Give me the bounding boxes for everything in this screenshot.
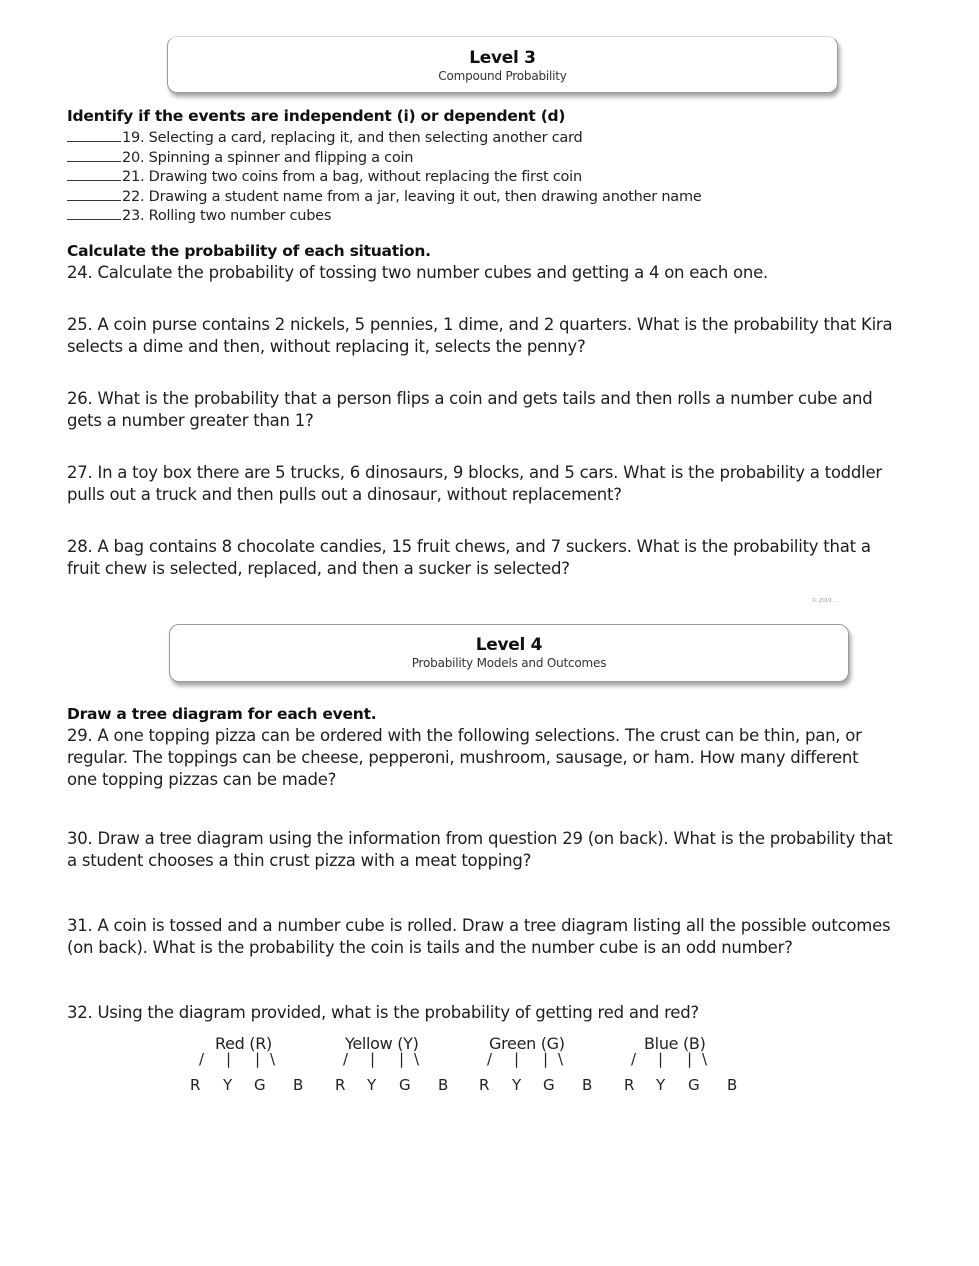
branch-line-icon: / (487, 1050, 493, 1068)
branch-line-icon: | (255, 1050, 261, 1068)
branch-line-icon: | (226, 1050, 232, 1068)
branch-line-icon: | (514, 1050, 520, 1068)
question-25-line-1: 25. A coin purse contains 2 nickels, 5 pennies, 1 dime, and 2 quarters. What is the probability that Kira (67, 315, 893, 334)
tree-leaf: Y (512, 1076, 522, 1094)
tree-leaf: R (624, 1076, 635, 1094)
question-22 (67, 186, 702, 208)
answer-blank-23[interactable] (67, 205, 121, 220)
question-28-line-1: 28. A bag contains 8 chocolate candies, 15 fruit chews, and 7 suckers. What is the probability that a (67, 537, 871, 556)
tree-leaf: R (479, 1076, 490, 1094)
question-31-line-2: (on back). What is the probability the coin is tails and the number cube is an odd number? (67, 938, 793, 957)
question-32 (67, 1002, 699, 1024)
question-text: Drawing a student name from a jar, leaving it out, then drawing another name (148, 188, 702, 205)
branch-line-icon: \ (414, 1050, 420, 1068)
question-27-line-2: pulls out a truck and then pulls out a dinosaur, without replacement? (67, 485, 622, 504)
answer-blank-20[interactable] (67, 147, 121, 162)
question-23 (67, 205, 331, 227)
tree-leaf: G (399, 1076, 411, 1094)
question-30 (67, 828, 893, 872)
level-3-subtitle: Compound Probability (438, 69, 567, 83)
question-25 (67, 314, 892, 358)
question-19 (67, 127, 582, 149)
level-4-subtitle: Probability Models and Outcomes (411, 656, 607, 670)
question-28 (67, 536, 871, 580)
tree-diagram-heading: Draw a tree diagram for each event. (67, 705, 377, 723)
tree-leaf: Y (656, 1076, 666, 1094)
question-31 (67, 915, 890, 959)
question-25-line-2: selects a dime and then, without replacing it, selects the penny? (67, 337, 586, 356)
branch-line-icon: \ (558, 1050, 564, 1068)
level-3-title: Level 3 (469, 48, 536, 68)
question-number: 22. (122, 188, 145, 205)
tree-branch-blue-label: Blue (B) (644, 1034, 706, 1053)
question-24-line-1: 24. Calculate the probability of tossing two number cubes and getting a 4 on each one. (67, 263, 768, 282)
branch-line-icon: | (658, 1050, 664, 1068)
question-29-line-1: 29. A one topping pizza can be ordered with the following selections. The crust can be thin, pan, or (67, 726, 862, 745)
branch-line-icon: / (199, 1050, 205, 1068)
branch-line-icon: \ (702, 1050, 708, 1068)
tree-leaf: B (582, 1076, 593, 1094)
tree-leaf: R (335, 1076, 346, 1094)
level-4-title: Level 4 (475, 635, 543, 655)
branch-line-icon: / (343, 1050, 349, 1068)
question-26 (67, 388, 872, 432)
question-29-line-3: one topping pizzas can be made? (67, 770, 337, 789)
question-number: 19. (122, 130, 145, 146)
tree-leaf: G (543, 1076, 555, 1094)
branch-line-icon: / (631, 1050, 637, 1068)
branch-line-icon: | (370, 1050, 376, 1068)
answer-blank-19[interactable] (67, 127, 121, 142)
calculate-heading: Calculate the probability of each situation. (67, 242, 431, 260)
question-30-line-1: 30. Draw a tree diagram using the information from question 29 (on back). What is the probability that (67, 829, 893, 848)
tree-leaf: B (438, 1076, 449, 1094)
branch-line-icon: | (543, 1050, 549, 1068)
branch-line-icon: | (399, 1050, 405, 1068)
tree-leaf: B (727, 1076, 738, 1094)
level-3-header (167, 36, 838, 93)
question-26-line-2: gets a number greater than 1? (67, 411, 314, 430)
question-31-line-1: 31. A coin is tossed and a number cube is rolled. Draw a tree diagram listing all the possible outcomes (67, 916, 891, 935)
answer-blank-21[interactable] (67, 166, 121, 181)
tree-branch-yellow-label: Yellow (Y) (345, 1034, 419, 1053)
question-27 (67, 462, 882, 506)
question-24 (67, 262, 768, 284)
question-text: Spinning a spinner and flipping a coin (148, 149, 414, 166)
copyright-notice: © 2019 ... (812, 598, 838, 604)
question-text: Selecting a card, replacing it, and then selecting another card (148, 130, 583, 146)
question-number: 23. (122, 208, 145, 224)
tree-leaf: G (688, 1076, 700, 1094)
branch-line-icon: \ (270, 1050, 276, 1068)
question-29 (67, 725, 862, 791)
question-21 (67, 166, 582, 188)
question-number: 20. (122, 149, 145, 166)
independent-dependent-heading: Identify if the events are independent (i) or dependent (d) (67, 107, 566, 125)
tree-leaf: R (190, 1076, 201, 1094)
question-32-line-1: 32. Using the diagram provided, what is the probability of getting red and red? (67, 1003, 699, 1022)
branch-line-icon: | (687, 1050, 693, 1068)
question-26-line-1: 26. What is the probability that a person flips a coin and gets tails and then rolls a number cube and (67, 389, 873, 408)
question-28-line-2: fruit chew is selected, replaced, and then a sucker is selected? (67, 559, 570, 578)
tree-branch-red-label: Red (R) (215, 1034, 272, 1053)
question-30-line-2: a student chooses a thin crust pizza with a meat topping? (67, 851, 532, 870)
question-text: Drawing two coins from a bag, without replacing the first coin (148, 169, 582, 185)
question-text: Rolling two number cubes (148, 208, 332, 224)
tree-branch-green-label: Green (G) (489, 1034, 565, 1053)
tree-leaf: G (254, 1076, 266, 1094)
tree-leaf: Y (223, 1076, 233, 1094)
tree-leaf: B (293, 1076, 304, 1094)
question-27-line-1: 27. In a toy box there are 5 trucks, 6 dinosaurs, 9 blocks, and 5 cars. What is the probability a toddler (67, 463, 882, 482)
question-20 (67, 147, 413, 169)
question-number: 21. (122, 169, 145, 185)
answer-blank-22[interactable] (67, 186, 121, 201)
tree-leaf: Y (367, 1076, 377, 1094)
level-4-header (169, 624, 849, 682)
question-29-line-2: regular. The toppings can be cheese, pepperoni, mushroom, sausage, or ham. How many different (67, 748, 859, 767)
